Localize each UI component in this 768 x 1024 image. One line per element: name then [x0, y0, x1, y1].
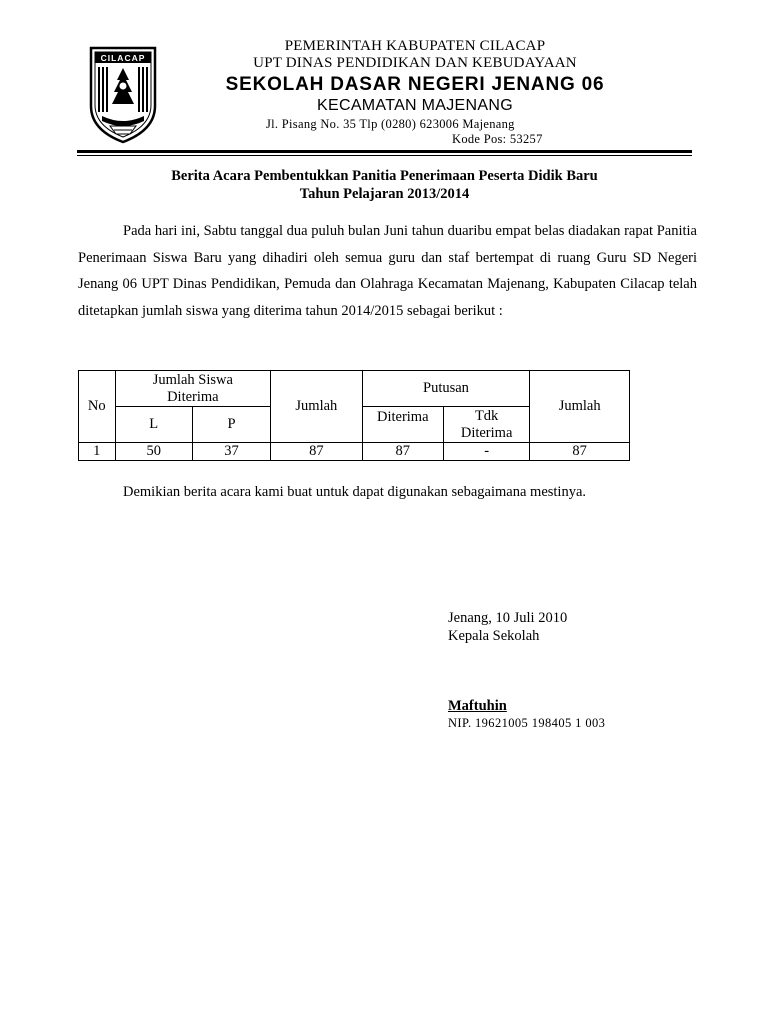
header-jumlah-siswa	[115, 371, 271, 407]
letterhead-divider-thin	[77, 155, 692, 156]
header-putusan: Putusan	[362, 371, 530, 407]
regency-emblem-logo	[88, 46, 158, 144]
letterhead-department: UPT DINAS PENDIDIKAN DAN KEBUDAYAAN	[253, 55, 577, 71]
letterhead-school-name: SEKOLAH DASAR NEGERI JENANG 06	[225, 74, 605, 95]
letterhead-postal-code: Kode Pos: 53257	[452, 132, 543, 146]
document-subtitle: Tahun Pelajaran 2013/2014	[299, 186, 470, 202]
signature-place-date: Jenang, 10 Juli 2010	[448, 610, 568, 626]
header-tdk-line1: Tdk	[474, 407, 499, 424]
header-jumlah: Jumlah	[271, 371, 362, 443]
header-tdk-line2: Diterima	[460, 424, 513, 441]
header-no: No	[79, 371, 116, 443]
cell-tdk: -	[443, 443, 529, 461]
header-l: L	[115, 407, 192, 443]
header-jumlah-siswa-line1: Jumlah Siswa	[152, 371, 233, 388]
signature-nip: NIP. 19621005 198405 1 003	[448, 716, 606, 730]
closing-paragraph: Demikian berita acara kami buat untuk dapat digunakan sebagaimana mestinya.	[123, 484, 587, 500]
body-paragraph: Pada hari ini, Sabtu tanggal dua puluh bulan Juni tahun duaribu empat belas diadakan rapat Panitia Penerimaan Siswa Baru yang dihadiri oleh semua guru dan staf bertempat di ruang Guru SD Negeri Jenang 06 UPT Dinas Pendidikan, Pemuda dan Olahraga Kecamatan Majenang, Kabupaten Cilacap telah ditetapkan jumlah siswa yang diterima tahun 2014/2015 sebagai berikut :	[78, 223, 697, 319]
header-jumlah-siswa-line2: Diterima	[167, 388, 219, 405]
table-row	[79, 443, 630, 461]
header-jumlah-total: Jumlah	[530, 371, 630, 443]
header-diterima: Diterima	[362, 407, 443, 443]
svg-text:CILACAP: CILACAP	[100, 53, 146, 63]
cell-no: 1	[79, 443, 116, 461]
header-tdk-diterima	[443, 407, 529, 443]
cell-jumlah-total: 87	[530, 443, 630, 461]
cell-p: 37	[192, 443, 270, 461]
admission-table	[78, 370, 630, 461]
document-title: Berita Acara Pembentukkan Panitia Penerimaan Peserta Didik Baru	[171, 168, 598, 184]
table-header-row	[79, 371, 630, 407]
signature-role: Kepala Sekolah	[448, 628, 540, 644]
cell-diterima: 87	[362, 443, 443, 461]
letterhead-address: Jl. Pisang No. 35 Tlp (0280) 623006 Majenang	[266, 117, 515, 131]
cell-l: 50	[115, 443, 192, 461]
header-p: P	[192, 407, 270, 443]
letterhead-government: PEMERINTAH KABUPATEN CILACAP	[284, 38, 546, 54]
cell-jumlah: 87	[271, 443, 362, 461]
signature-name: Maftuhin	[448, 698, 507, 714]
letterhead-divider-thick	[77, 150, 692, 153]
letterhead-district: KECAMATAN MAJENANG	[317, 97, 513, 114]
